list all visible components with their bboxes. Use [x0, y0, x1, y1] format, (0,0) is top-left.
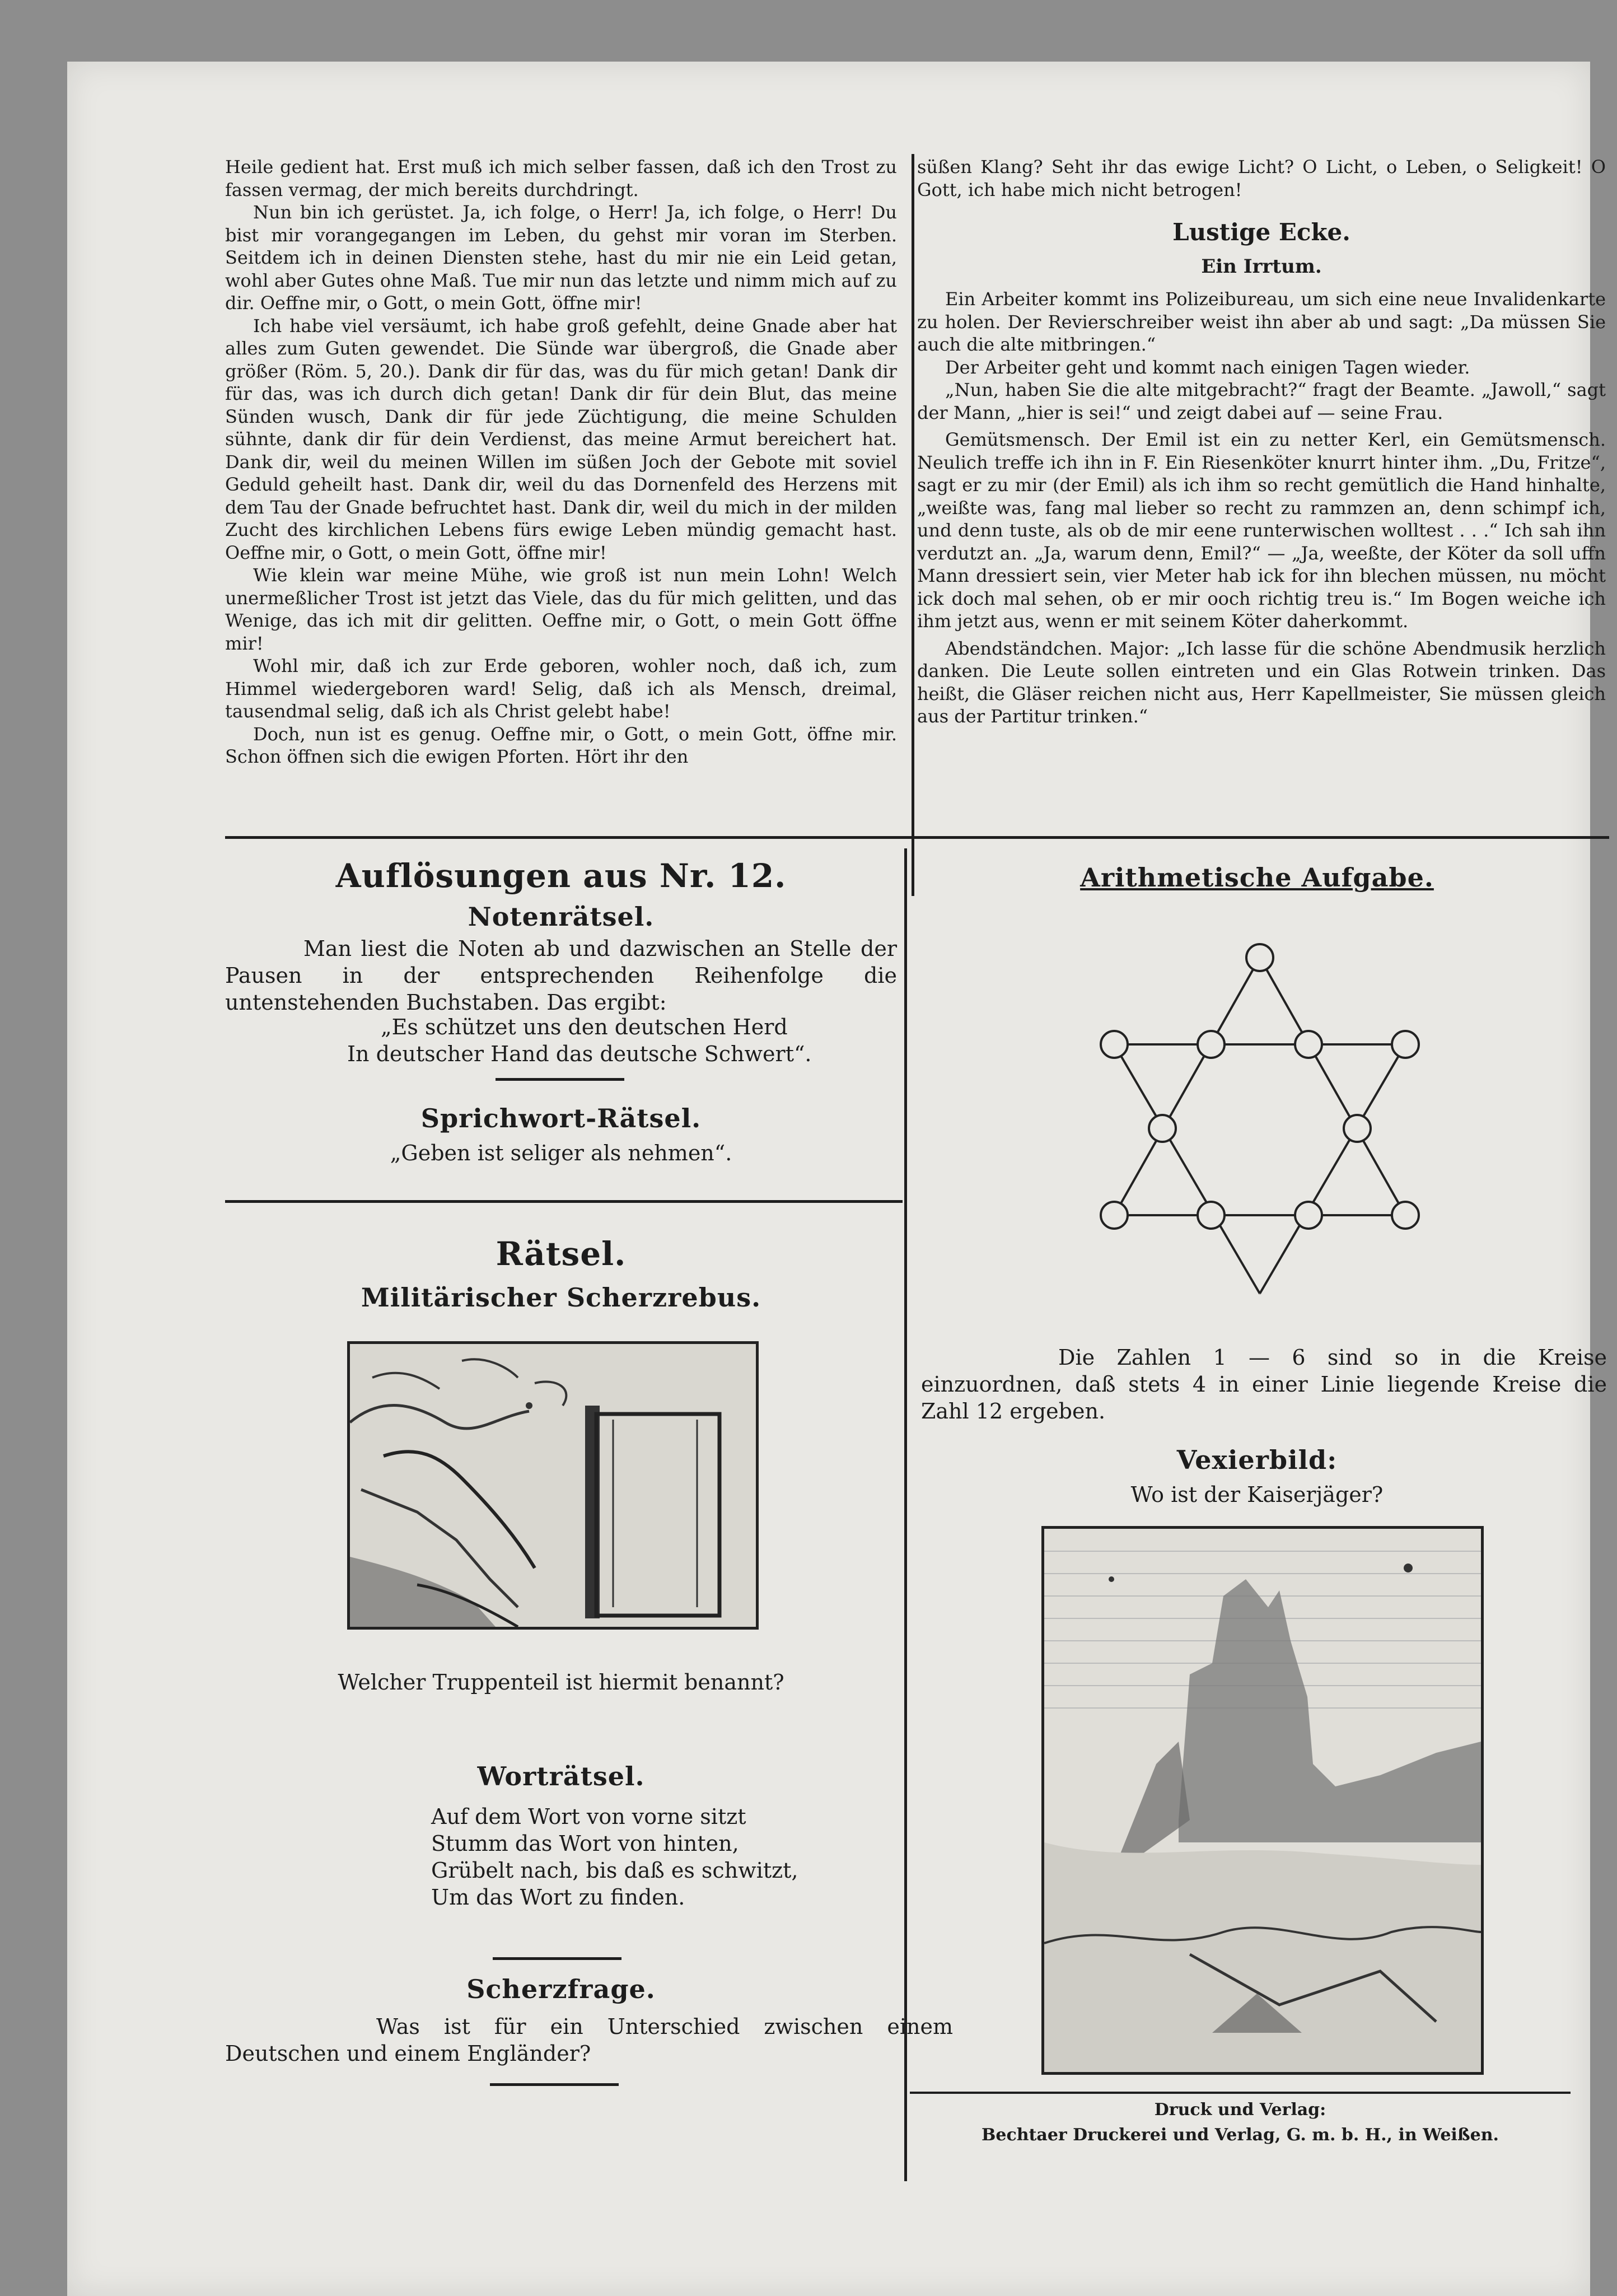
footer-publisher-name: Bechtaer Druckerei und Verlag, G. m. b. H., in Weißen.	[982, 2125, 1499, 2145]
newspaper-page	[67, 62, 1607, 2296]
devotional-paragraph: Wie klein war meine Mühe, wie groß ist nun mein Lohn! Welch unermeßlicher Trost ist jetzt das Viele, das du für mich gelitten, und das Wenige, das ich mit dir gelitten. Oeffne mir, o Gott, o mein Gott öffne mir!	[225, 564, 897, 654]
poem-line: Auf dem Wort von vorne sitzt	[431, 1804, 746, 1829]
hexagram-diagram	[1092, 935, 1428, 1299]
rebus-drawing	[350, 1344, 756, 1627]
vexier-drawing	[1044, 1529, 1481, 2072]
sprichwort-text: „Geben ist seliger als nehmen“.	[390, 1141, 732, 1165]
notenraetsel-text: Man liest die Noten ab und dazwischen an Stelle der Pausen in der entsprechenden Reihenfolge die untenstehenden Buchstaben. Das ergibt:	[225, 936, 897, 1015]
notenraetsel-title: Notenrätsel.	[468, 902, 655, 932]
notenraetsel-line: „Es schützet uns den deutschen Herd	[381, 1015, 788, 1039]
devotional-paragraph: Heile gedient hat. Erst muß ich mich selber fassen, daß ich den Trost zu fassen vermag, der mich bereits durchdringt.	[225, 156, 897, 200]
number-circle	[1295, 1202, 1322, 1229]
star-line	[1260, 1044, 1405, 1294]
number-circle	[1295, 1031, 1322, 1058]
devotional-paragraph: Wohl mir, daß ich zur Erde geboren, wohler noch, daß ich, zum Himmel wiedergeboren ward! Selig, daß ich als Mensch, dreimal, tausendmal selig, daß ich als Christ gelebt habe!	[225, 655, 897, 722]
number-circle	[1198, 1031, 1225, 1058]
section-divider	[225, 836, 1609, 839]
solutions-title: Auflösungen aus Nr. 12.	[335, 857, 787, 895]
worträtsel-poem	[431, 1803, 879, 1911]
short-separator	[490, 2083, 619, 2086]
humor-paragraph: Der Arbeiter geht und kommt nach einigen Tagen wieder.	[945, 356, 1470, 378]
vexier-question: Wo ist der Kaiserjäger?	[1130, 1482, 1384, 1507]
star-line	[1114, 958, 1260, 1215]
arith-title: Arithmetische Aufgabe.	[1080, 862, 1434, 893]
poem-line: Grübelt nach, bis daß es schwitzt,	[431, 1858, 798, 1883]
lower-column-divider	[904, 848, 907, 2181]
rebus-picture	[347, 1341, 759, 1630]
poem-line: Um das Wort zu finden.	[431, 1885, 685, 1910]
humor-paragraph: Gemütsmensch. Der Emil ist ein zu netter Kerl, ein Gemütsmensch. Neulich treffe ich ihn in F. Ein Riesenköter knurrt hinter ihm. „Du, Fritze“, sagt er zu mir (der Emil) als ich ihm so recht gemütlich die Hand hinhalte, „weißte was, fang mal lieber so recht zu rammzen an, denn schimpf ich, und denn tuste, als ob de mir eene runterwischen wolltest . . .“ Ich sah ihn verdutzt an. „Ja, warum denn, Emil?“ — „Ja, weeßte, der Köter da soll uffn Mann dressiert sein, vier Meter hab ick for ihn blechen müssen, nu möcht ick doch mal sehen, ob er mir ooch richtig treu is.“ Im Bogen weiche ich ihm jetzt aus, wenn er mit seinem Köter daherkommt.	[917, 429, 1606, 632]
arith-text: Die Zahlen 1 — 6 sind so in die Kreise einzuordnen, daß stets 4 in einer Linie liegende Kreise die Zahl 12 ergeben.	[921, 1345, 1607, 1424]
devotional-paragraph: Ich habe viel versäumt, ich habe groß gefehlt, deine Gnade aber hat alles zum Guten gewendet. Die Sünde war übergroß, die Gnade aber größer (Röm. 5, 20.). Dank dir für das, was du für mich getan! Dank dir für das, was ich durch dich getan! Dank dir für dein Blut, das meine Sünden wusch, Dank dir für jede Züchtigung, die meine Schulden sühnte, dank dir für dein Verdienst, das meine Armut bereichert hat. Dank dir, weil du meinen Willen im süßen Joch der Gebote mit soviel Geduld geheilt hast. Dank dir, weil du das Dornenfeld des Herzens mit dem Tau der Gnade befruchtet hast. Dank dir, weil du mich in der milden Zucht des kirchlichen Lebens fürs ewige Leben mündig gemacht hast. Oeffne mir, o Gott, o mein Gott, öffne mir!	[225, 315, 897, 563]
humor-paragraph: Ein Arbeiter kommt ins Polizeibureau, um sich eine neue Invalidenkarte zu holen. Der Revierschreiber weist ihn aber ab und sagt: „Da müssen Sie auch die alte mitbringen.“	[917, 288, 1606, 355]
humor-paragraph: „Nun, haben Sie die alte mitgebracht?“ fragt der Beamte. „Jawoll,“ sagt der Mann, „hier is sei!“ und zeigt dabei auf — seine Frau.	[917, 379, 1606, 423]
scherzfrage-text: Was ist für ein Unterschied zwischen einem Deutschen und einem Engländer?	[225, 2014, 953, 2066]
rebus-question: Welcher Truppenteil ist hiermit benannt?	[338, 1670, 784, 1695]
humor-paragraph: Abendständchen. Major: „Ich lasse für die schöne Abendmusik herzlich danken. Die Leute sollen eintreten und ein Glas Rotwein trinken. Das heißt, die Gläser reichen nicht aus, Herr Kapellmeister, Sie müssen gleich aus der Partitur trinken.“	[917, 637, 1606, 727]
number-circle	[1246, 944, 1273, 971]
number-circle	[1101, 1202, 1128, 1229]
scherzfrage-title: Scherzfrage.	[466, 1974, 656, 2004]
short-separator	[493, 1957, 621, 1960]
star-line	[1260, 958, 1405, 1215]
humor-column	[917, 156, 1606, 728]
vexier-picture	[1041, 1526, 1484, 2075]
number-circle	[1149, 1115, 1176, 1142]
number-circle	[1101, 1031, 1128, 1058]
devotional-text-column	[225, 156, 897, 768]
worträtsel-title: Worträtsel.	[477, 1761, 645, 1791]
footer-rule	[910, 2092, 1571, 2094]
notenraetsel-line: In deutscher Hand das deutsche Schwert“.	[347, 1042, 812, 1066]
devotional-paragraph: Doch, nun ist es genug. Oeffne mir, o Gott, o mein Gott, öffne mir. Schon öffnen sich die ewigen Pforten. Hört ihr den	[225, 723, 897, 767]
poem-line: Stumm das Wort von hinten,	[431, 1831, 739, 1856]
number-circle	[1392, 1202, 1419, 1229]
devotional-paragraph: Nun bin ich gerüstet. Ja, ich folge, o Herr! Ja, ich folge, o Herr! Du bist mir vorangegangen im Leben, du gehst mir voran im Sterben. Seitdem ich in deinen Diensten stehe, hast du mir nie ein Leid getan, wohl aber Gutes ohne Maß. Tue mir nun das letzte und nimm mich auf zu dir. Oeffne mir, o Gott, o mein Gott, öffne mir!	[225, 202, 897, 314]
top-column-divider	[912, 154, 914, 896]
number-circle	[1198, 1202, 1225, 1229]
solutions-divider	[225, 1200, 903, 1203]
footer-publisher-label: Druck und Verlag:	[1154, 2100, 1326, 2120]
lustige-ecke-title: Lustige Ecke.	[1172, 218, 1350, 246]
number-circle	[1392, 1031, 1419, 1058]
star-line	[1114, 1044, 1260, 1294]
rebus-title: Militärischer Scherzrebus.	[361, 1282, 761, 1313]
short-separator	[496, 1078, 624, 1081]
vexier-title: Vexierbild:	[1176, 1445, 1338, 1475]
number-circle	[1344, 1115, 1371, 1142]
raetsel-title: Rätsel.	[496, 1235, 627, 1273]
sprichwort-title: Sprichwort-Rätsel.	[420, 1103, 702, 1133]
humor-intro: süßen Klang? Seht ihr das ewige Licht? O Licht, o Leben, o Seligkeit! O Gott, ich habe mich nicht betrogen!	[917, 156, 1606, 200]
irrtum-subtitle: Ein Irrtum.	[1201, 255, 1322, 278]
